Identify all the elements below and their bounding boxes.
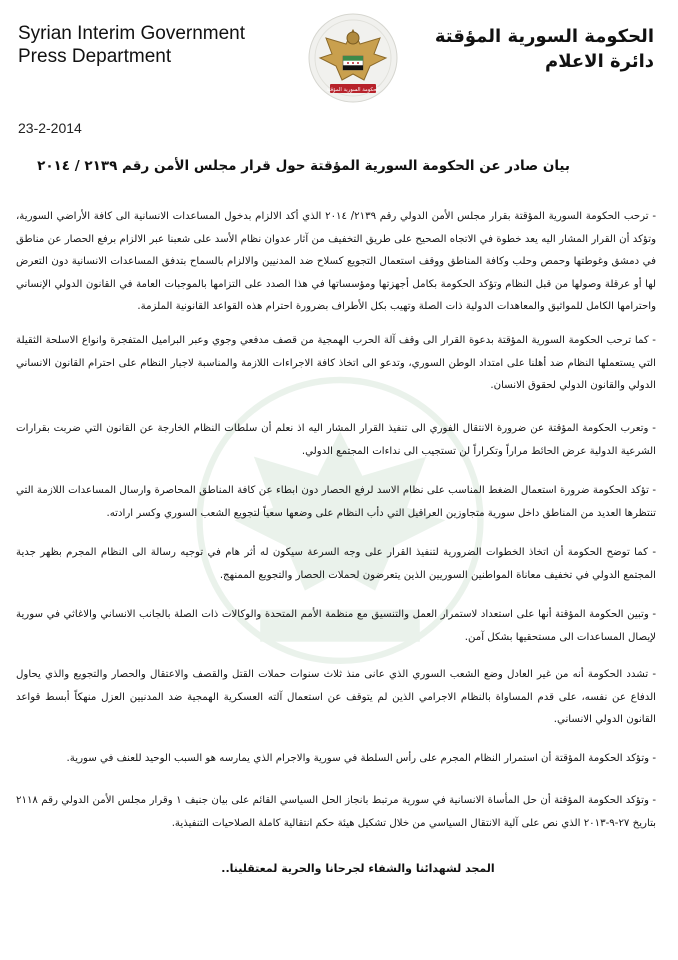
header-english	[18, 22, 245, 68]
statement-date: 23-2-2014	[18, 120, 82, 136]
paragraph-1: - ترحب الحكومة السورية المؤقتة بقرار مجلس الأمن الدولي رقم ٢١٣٩/ ٢٠١٤ الذي أكد الالزام بدخول المساعدات الانسانية الى كافة الأراضي السورية، وتؤكد أن القرار المشار اليه يعد خطوة في الاتجاه الصحيح على طريق التخفيف من آثار عدوان نظام الأسد على شعبنا عبر الالزام برفع الحصار عن مناطق في دمشق وغوطتها وحمص وحلب وكافة المناطق ووقف استعمال التجويع كسلاح ضد المدنيين والالزام بالسماح بتدفق المساعدات الانسانية دون التعرض لها أو عرقلة وصولها من قبل النظام وتؤكد الحكومة بكامل أجهزتها ومؤسساتها في هذا الصدد على التزامها بالموجبات العامة في القانون الدولي الإنساني واحترامها الكامل للمواثيق والمعاهدات الدولية ذات الصلة وتهيب بكل الأطراف بضرورة احترام هذه القواعد القانونية الملزمة.	[16, 211, 656, 312]
header-arabic	[435, 24, 654, 74]
header-english-line1: Syrian Interim Government	[18, 23, 246, 44]
paragraph-2: - كما ترحب الحكومة السورية المؤقتة بدعوة القرار الى وقف آلة الحرب الهمجية من قصف مدفعي وجوي وعبر البراميل المتفجرة وانواع الاسلحة الثقيلة التي يستعملها النظام ضد أهلنا على امتداد الوطن السوري، وتدعو الى اتخاذ كافة الاجراءات اللازمة والمناسبة لاجبار النظام على احترام القانون الانساني الدولي والقانون الدولي لحقوق الانسان.	[16, 335, 656, 391]
eagle-emblem-logo	[306, 8, 400, 114]
header-english-line2: Press Department	[18, 46, 172, 67]
paragraph-6: - وتبين الحكومة المؤقتة أنها على استعداد لاستمرار العمل والتنسيق مع منظمة الأمم المتحدة والوكالات ذات الصلة بالجانب الانساني والاغاثي في سورية لإيصال المساعدات الى مستحقيها بشكل آمن.	[16, 609, 656, 643]
paragraph-8: - وتؤكد الحكومة المؤقتة أن استمرار النظام المجرم على رأس السلطة في سورية والاجرام الذي يمارسه هو السبب الوحيد للعنف في سورية.	[66, 753, 656, 764]
closing-line: المجد لشهدائنا والشفاء لجرحانا والحرية لمعتقلينا..	[221, 862, 495, 875]
header-arabic-line1: الحكومة السورية المؤقتة	[434, 26, 654, 47]
emblem-watermark-icon	[190, 360, 490, 700]
paragraph-7: - تشدد الحكومة أنه من غير العادل وضع الشعب السوري الذي عانى منذ ثلاث سنوات حملات القتل والقصف والاعتقال والحصار والتجويع والذي يحاول الدفاع عن نفسه، على قدم المساواة بالنظام الاجرامي الذين لم يتوقف عن استعمال آلته العسكرية الهمجية ضد المدنيين العزل منهكاً أبسط قواعد القانون الدولي الانساني.	[16, 669, 656, 725]
logo-caption: الحكومة السورية المؤقتة	[326, 87, 380, 93]
header-arabic-line2: دائرة الاعلام	[545, 51, 654, 72]
paragraph-4: - تؤكد الحكومة ضرورة استعمال الضغط المناسب على نظام الاسد لرفع الحصار دون ابطاء عن كافة المناطق المحاصرة وارسال المساعدات اللازمة التي تنتظرها العديد من المناطق داخل سورية متجاوزين العراقيل التي دأب النظام على وضعها سعياً لتجويع الشعب السوري وكسر ارادته.	[16, 485, 656, 519]
statement-title: بيان صادر عن الحكومة السورية المؤقتة حول قرار مجلس الأمن رقم ٢١٣٩ / ٢٠١٤	[37, 158, 570, 174]
paragraph-9: - وتؤكد الحكومة المؤقتة أن حل المأساة الانسانية في سورية مرتبط بانجاز الحل السياسي القائم على بيان جنيف ١ وقرار مجلس الأمن الدولي رقم ٢١١٨ بتاريخ ٢٧-٩-٢٠١٣ الذي نص على آلية الانتقال السياسي من خلال تشكيل هيئة حكم انتقالية كاملة الصلاحيات التنفيذية.	[16, 795, 656, 829]
paragraph-5: - كما توضح الحكومة أن اتخاذ الخطوات الضرورية لتنفيذ القرار على وجه السرعة سيكون له أثر هام في توجيه رسالة الى النظام المجرم بظهر جدية المجتمع الدولي في تخفيف معاناة المواطنين السوريين الذين يتعرضون لحملات الحصار والتجويع الممنهج.	[16, 547, 656, 581]
paragraph-3: - وتعرب الحكومة المؤقتة عن ضرورة الانتقال الفوري الى تنفيذ القرار المشار اليه اذ نعلم أن سلطات النظام الخارجة عن القانون التي ضربت بقرارات الشرعية الدولية عرض الحائط مراراً وتكراراً لن تستجيب الى نداءات المجتمع الدولي.	[16, 423, 656, 457]
